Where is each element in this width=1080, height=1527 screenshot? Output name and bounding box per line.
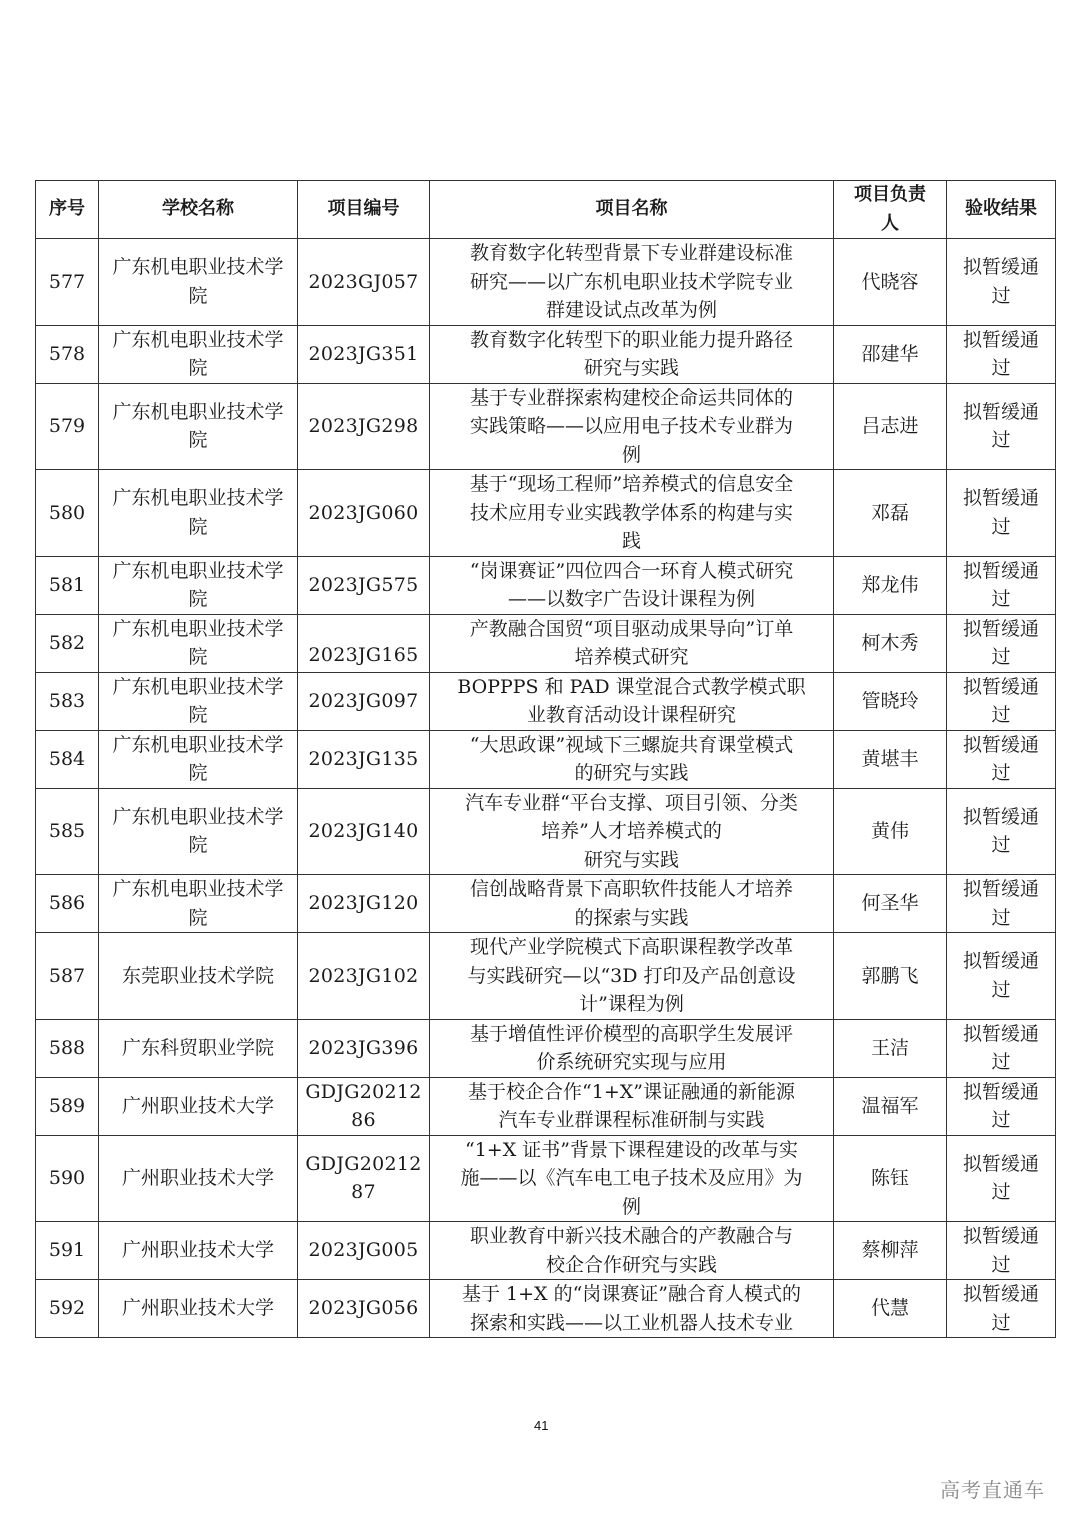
- project-title: [430, 1135, 834, 1222]
- project-code: 2023JG298: [298, 383, 430, 470]
- project-code: 2023JG005: [298, 1222, 430, 1280]
- project-title-line: 例: [621, 443, 641, 466]
- table-row: [36, 1077, 1056, 1135]
- project-leader: 管晓玲: [834, 672, 947, 730]
- school-name: 广州职业技术大学: [99, 1077, 298, 1135]
- project-title-line: “1+X 证书”背景下课程建设的改革与实: [464, 1138, 798, 1161]
- row-index: 577: [36, 239, 99, 326]
- row-index: 589: [36, 1077, 99, 1135]
- project-title-line: 基于专业群探索构建校企命运共同体的: [469, 386, 793, 409]
- table-row: [36, 383, 1056, 470]
- header-result: 验收结果: [947, 181, 1056, 239]
- project-title-line: 现代产业学院模式下高职课程教学改革: [469, 936, 793, 958]
- project-code: GDJG2021286: [298, 1077, 430, 1135]
- project-title: [430, 383, 834, 470]
- table-row: [36, 730, 1056, 788]
- project-title-line: 研究——以广东机电职业技术学院专业: [469, 270, 793, 293]
- acceptance-result: 拟暂缓通过: [947, 325, 1056, 383]
- row-index: 581: [36, 556, 99, 614]
- project-code: GDJG2021287: [298, 1135, 430, 1222]
- project-title-line: 践: [621, 530, 641, 552]
- row-index: 587: [36, 933, 99, 1020]
- school-name: 广东机电职业技术学院: [99, 470, 298, 557]
- project-title: [430, 614, 834, 672]
- row-index: 591: [36, 1222, 99, 1280]
- school-name: 广东机电职业技术学院: [99, 614, 298, 672]
- header-index: 序号: [36, 181, 99, 239]
- school-name: 东莞职业技术学院: [99, 933, 298, 1020]
- school-name: 广东机电职业技术学院: [99, 556, 298, 614]
- project-title-line: 探索和实践——以工业机器人技术专业: [469, 1311, 793, 1334]
- acceptance-result: 拟暂缓通过: [947, 788, 1056, 875]
- row-index: 586: [36, 875, 99, 933]
- project-title-line: 汽车专业群“平台支撑、项目引领、分类: [465, 791, 798, 814]
- acceptance-result: 拟暂缓通过: [947, 614, 1056, 672]
- project-leader: 邓磊: [834, 470, 947, 557]
- project-code: 2023JG351: [298, 325, 430, 383]
- school-name: 广东机电职业技术学院: [99, 383, 298, 470]
- project-title: [430, 239, 834, 326]
- project-code: 2023JG396: [298, 1019, 430, 1077]
- acceptance-result: 拟暂缓通过: [947, 730, 1056, 788]
- project-code: 2023JG165: [298, 614, 430, 672]
- project-title-line: 研究与实践: [583, 848, 679, 871]
- table-row: [36, 1135, 1056, 1222]
- school-name: 广州职业技术大学: [99, 1280, 298, 1338]
- project-title-line: “大思政课”视域下三螺旋共育课堂模式: [469, 733, 794, 756]
- acceptance-result: 拟暂缓通过: [947, 383, 1056, 470]
- project-leader: 温福军: [834, 1077, 947, 1135]
- project-title-line: 产教融合国贸“项目驱动成果导向”订单: [469, 617, 794, 640]
- project-title-line: BOPPPS 和 PAD 课堂混合式教学模式职: [457, 675, 806, 698]
- row-index: 580: [36, 470, 99, 557]
- school-name: 广东机电职业技术学院: [99, 325, 298, 383]
- page-number: 41: [534, 1418, 549, 1433]
- acceptance-result: 拟暂缓通过: [947, 1222, 1056, 1280]
- school-name: 广东机电职业技术学院: [99, 730, 298, 788]
- project-code: 2023GJ057: [298, 239, 430, 326]
- school-name: 广东机电职业技术学院: [99, 875, 298, 933]
- row-index: 588: [36, 1019, 99, 1077]
- project-title-line: 教育数字化转型下的职业能力提升路径: [469, 328, 793, 351]
- row-index: 590: [36, 1135, 99, 1222]
- row-index: 578: [36, 325, 99, 383]
- table-row: [36, 875, 1056, 933]
- project-leader: 郭鹏飞: [834, 933, 947, 1020]
- acceptance-result: 拟暂缓通过: [947, 239, 1056, 326]
- project-code: 2023JG135: [298, 730, 430, 788]
- acceptance-result: 拟暂缓通过: [947, 556, 1056, 614]
- project-leader: 柯木秀: [834, 614, 947, 672]
- acceptance-result: 拟暂缓通过: [947, 672, 1056, 730]
- acceptance-result: 拟暂缓通过: [947, 933, 1056, 1020]
- table-row: [36, 672, 1056, 730]
- project-title-line: “岗课赛证”四位四合一环育人模式研究: [469, 559, 794, 582]
- project-title: [430, 1222, 834, 1280]
- table-row: [36, 325, 1056, 383]
- row-index: 579: [36, 383, 99, 470]
- acceptance-result: 拟暂缓通过: [947, 875, 1056, 933]
- table-row: [36, 1222, 1056, 1280]
- table-row: [36, 614, 1056, 672]
- project-leader: 代晓容: [834, 239, 947, 326]
- project-title-line: 培养”人才培养模式的: [541, 820, 722, 842]
- project-title-line: 基于 1+X 的“岗课赛证”融合育人模式的: [461, 1283, 802, 1305]
- project-code: 2023JG056: [298, 1280, 430, 1338]
- watermark-text: 高考直通车: [940, 1478, 1045, 1502]
- project-leader: 何圣华: [834, 875, 947, 933]
- project-title-line: 职业教育中新兴技术融合的产教融合与: [469, 1225, 793, 1247]
- project-title: [430, 470, 834, 557]
- project-title-line: 信创战略背景下高职软件技能人才培养: [469, 878, 793, 900]
- project-title-line: 基于增值性评价模型的高职学生发展评: [469, 1022, 793, 1045]
- table-row: [36, 1019, 1056, 1077]
- header-project-title: 项目名称: [430, 181, 834, 239]
- table-row: [36, 556, 1056, 614]
- project-title-line: 与实践研究—以“3D 打印及产品创意设: [467, 964, 796, 987]
- project-leader: 邵建华: [834, 325, 947, 383]
- project-title: [430, 1019, 834, 1077]
- table-row: [36, 239, 1056, 326]
- project-title-line: 实践策略——以应用电子技术专业群为: [469, 415, 793, 437]
- project-title-line: 基于“现场工程师”培养模式的信息安全: [469, 473, 794, 495]
- school-name: 广东机电职业技术学院: [99, 672, 298, 730]
- row-index: 585: [36, 788, 99, 875]
- school-name: 广州职业技术大学: [99, 1135, 298, 1222]
- project-leader: 代慧: [834, 1280, 947, 1338]
- row-index: 592: [36, 1280, 99, 1338]
- project-code: 2023JG575: [298, 556, 430, 614]
- project-leader: 王洁: [834, 1019, 947, 1077]
- project-title-line: 技术应用专业实践教学体系的构建与实: [469, 501, 793, 524]
- header-leader: 项目负责人: [834, 181, 947, 239]
- project-acceptance-table: [35, 180, 1056, 1338]
- table-row: [36, 788, 1056, 875]
- project-code: 2023JG097: [298, 672, 430, 730]
- project-title: [430, 1280, 834, 1338]
- project-title-line: 校企合作研究与实践: [545, 1253, 717, 1276]
- project-code: 2023JG102: [298, 933, 430, 1020]
- project-title-line: 教育数字化转型背景下专业群建设标准: [469, 242, 793, 264]
- header-project-code: 项目编号: [298, 181, 430, 239]
- project-title-line: 例: [621, 1195, 641, 1218]
- project-title-line: 群建设试点改革为例: [545, 299, 717, 321]
- project-leader: 黄伟: [834, 788, 947, 875]
- project-leader: 吕志进: [834, 383, 947, 470]
- acceptance-result: 拟暂缓通过: [947, 1135, 1056, 1222]
- project-title-line: 业教育活动设计课程研究: [526, 704, 736, 726]
- project-title-line: 的探索与实践: [574, 906, 689, 929]
- project-code: 2023JG140: [298, 788, 430, 875]
- row-index: 582: [36, 614, 99, 672]
- table-body: [36, 239, 1056, 1338]
- table-row: [36, 933, 1056, 1020]
- project-code: 2023JG120: [298, 875, 430, 933]
- project-title: [430, 1077, 834, 1135]
- header-school: 学校名称: [99, 181, 298, 239]
- project-title: [430, 672, 834, 730]
- project-title-line: 施——以《汽车电工电子技术及应用》为: [460, 1167, 803, 1189]
- acceptance-result: 拟暂缓通过: [947, 470, 1056, 557]
- acceptance-result: 拟暂缓通过: [947, 1077, 1056, 1135]
- project-title-line: ——以数字广告设计课程为例: [507, 588, 755, 610]
- project-title-line: 培养模式研究: [574, 646, 689, 668]
- school-name: 广州职业技术大学: [99, 1222, 298, 1280]
- project-title: [430, 556, 834, 614]
- school-name: 广东机电职业技术学院: [99, 788, 298, 875]
- project-title-line: 的研究与实践: [574, 762, 689, 784]
- project-title: [430, 730, 834, 788]
- acceptance-result: 拟暂缓通过: [947, 1280, 1056, 1338]
- school-name: 广东科贸职业学院: [99, 1019, 298, 1077]
- project-title-line: 计”课程为例: [579, 993, 684, 1015]
- row-index: 584: [36, 730, 99, 788]
- school-name: 广东机电职业技术学院: [99, 239, 298, 326]
- project-leader: 黄堪丰: [834, 730, 947, 788]
- project-title-line: 研究与实践: [583, 357, 679, 379]
- project-title-line: 汽车专业群课程标准研制与实践: [498, 1109, 765, 1131]
- project-title: [430, 875, 834, 933]
- table-row: [36, 470, 1056, 557]
- row-index: 583: [36, 672, 99, 730]
- project-leader: 陈钰: [834, 1135, 947, 1222]
- project-leader: 蔡柳萍: [834, 1222, 947, 1280]
- project-title: [430, 933, 834, 1020]
- project-leader: 郑龙伟: [834, 556, 947, 614]
- acceptance-result: 拟暂缓通过: [947, 1019, 1056, 1077]
- project-title: [430, 325, 834, 383]
- table-header-row: [36, 181, 1056, 239]
- project-code: 2023JG060: [298, 470, 430, 557]
- table-row: [36, 1280, 1056, 1338]
- project-title-line: 价系统研究实现与应用: [536, 1051, 727, 1073]
- project-title: [430, 788, 834, 875]
- project-title-line: 基于校企合作“1+X”课证融通的新能源: [468, 1080, 795, 1103]
